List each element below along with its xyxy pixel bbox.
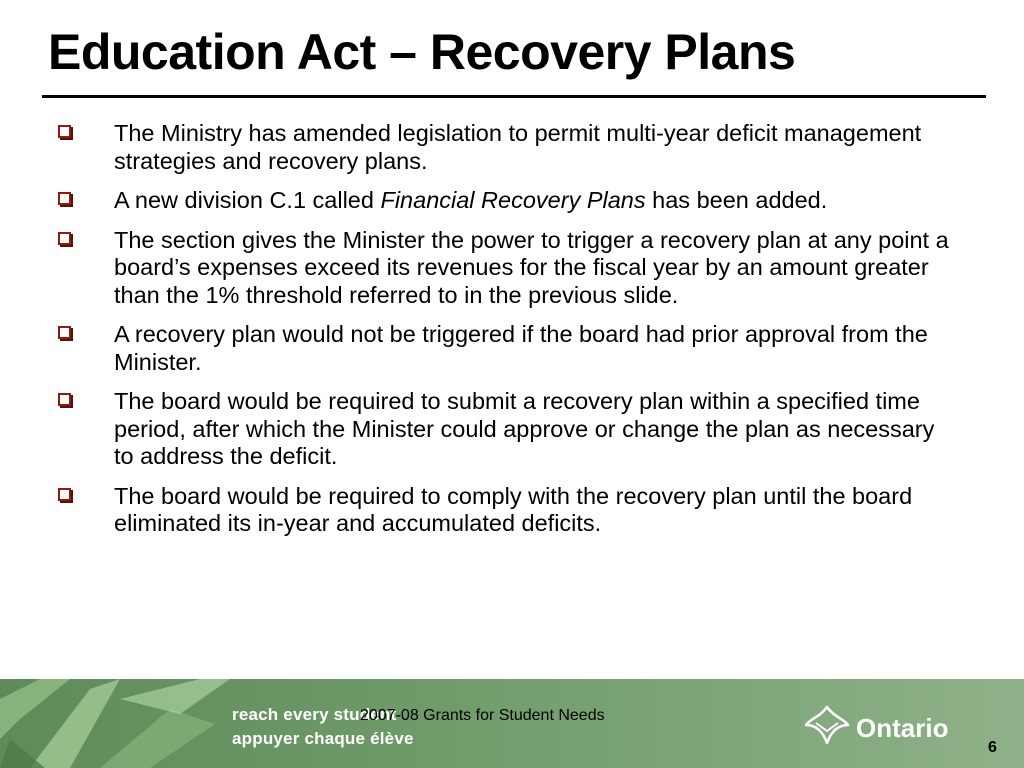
- checkbox-bullet-icon: [58, 326, 71, 339]
- bullet-item: [58, 227, 958, 310]
- checkbox-bullet-icon: [58, 232, 71, 245]
- checkbox-bullet-icon: [58, 125, 71, 138]
- bullet-text: The Ministry has amended legislation to permit multi-year deficit management strategies and recovery plans.: [114, 120, 922, 174]
- checkbox-bullet-icon: [58, 393, 71, 406]
- footer-banner: [0, 679, 1024, 768]
- tagline-english: reach every student: [232, 705, 397, 724]
- bullet-item: [58, 321, 958, 376]
- page-number: 6: [988, 739, 997, 756]
- bullet-item: [58, 483, 958, 538]
- bullet-text: The section gives the Minister the power to trigger a recovery plan at any point a board’s expenses exceed its revenues for the fiscal year by an amount greater than the 1% threshold referred to in the previous slide.: [114, 226, 949, 308]
- bullet-item: [58, 388, 958, 471]
- ontario-wordmark: Ontario: [856, 713, 949, 743]
- tagline-french: appuyer chaque élève: [232, 729, 414, 748]
- title-underline: [42, 95, 986, 98]
- bullet-text-italic: Financial Recovery Plans: [380, 187, 646, 213]
- bullet-text-pre: A new division C.1 called: [114, 187, 381, 213]
- bullet-text-post: has been added.: [645, 187, 828, 213]
- bullet-item: [58, 120, 958, 175]
- bullet-item: [58, 187, 958, 215]
- bullet-text: The board would be required to submit a recovery plan within a specified time period, after which the Minister could approve or change the plan as necessary to address the deficit.: [114, 388, 935, 469]
- bullet-list: [58, 120, 958, 550]
- bullet-text: The board would be required to comply with the recovery plan until the board eliminated its in-year and accumulated deficits.: [114, 482, 913, 536]
- checkbox-bullet-icon: [58, 192, 71, 205]
- bullet-text: A recovery plan would not be triggered if the board had prior approval from the Minister.: [114, 321, 928, 375]
- slide-title: Education Act – Recovery Plans: [48, 24, 796, 80]
- checkbox-bullet-icon: [58, 488, 71, 501]
- footer-text: 2007-08 Grants for Student Needs: [360, 707, 605, 724]
- ontario-logo: [802, 703, 972, 747]
- trillium-icon: [802, 703, 852, 747]
- leaf-decoration-icon: [0, 679, 230, 768]
